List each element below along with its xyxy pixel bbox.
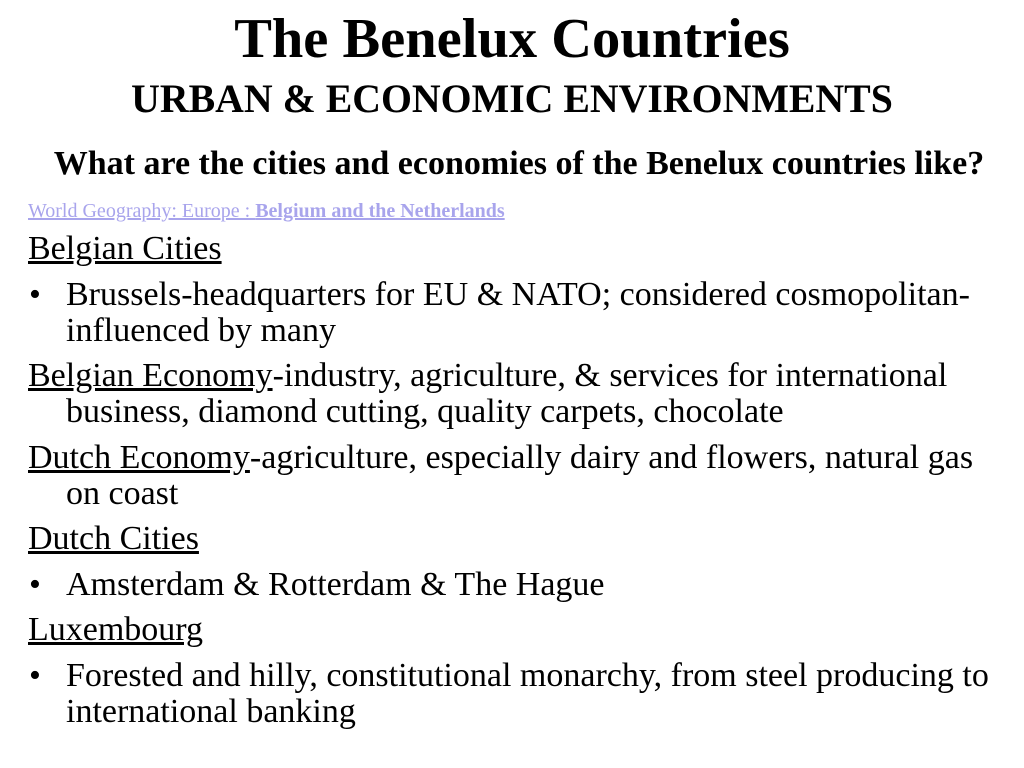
luxembourg-heading-paragraph	[28, 612, 1004, 648]
dutch-economy-heading: Dutch Economy	[28, 438, 250, 476]
bullet-icon	[29, 277, 41, 313]
luxembourg-heading: Luxembourg	[28, 611, 204, 648]
slide-body	[28, 231, 1004, 739]
dutch-cities-heading: Dutch Cities	[28, 520, 199, 557]
belgian-cities-heading: Belgian Cities	[28, 230, 222, 267]
belgian-economy-heading: Belgian Economy	[28, 357, 273, 394]
slide-title: The Benelux Countries	[234, 8, 790, 70]
bullet-icon	[29, 567, 41, 603]
belgian-cities-heading-paragraph	[28, 231, 1004, 267]
bullet-text: Amsterdam & Rotterdam & The Hague	[66, 565, 605, 603]
bullet-item-brussels	[28, 277, 1004, 349]
belgian-economy-paragraph	[28, 358, 1004, 430]
bullet-icon	[29, 658, 41, 694]
source-link-emphasis[interactable]: Belgium and the Netherlands	[255, 200, 505, 222]
slide-question: What are the cities and economies of the Benelux countries like?	[53, 145, 985, 182]
source-line	[28, 199, 505, 223]
source-link[interactable]	[28, 200, 505, 222]
bullet-item-dutch-cities	[28, 567, 1004, 603]
dutch-economy-paragraph	[28, 440, 1004, 512]
dutch-economy-description: -agriculture, especially dairy and flowers, natural gas on coast	[66, 438, 974, 512]
belgian-economy-description: -industry, agriculture, & services for international business, diamond cutting, quality carpets, chocolate	[66, 357, 948, 430]
bullet-item-luxembourg	[28, 658, 1004, 730]
bullet-text: Forested and hilly, constitutional monarchy, from steel producing to international banking	[66, 656, 989, 730]
bullet-text: Brussels-headquarters for EU & NATO; considered cosmopolitan-influenced by many	[66, 275, 970, 349]
dutch-cities-heading-paragraph	[28, 521, 1004, 557]
slide-subtitle: URBAN & ECONOMIC ENVIRONMENTS	[131, 77, 893, 121]
source-link-prefix[interactable]: World Geography: Europe :	[28, 200, 256, 222]
